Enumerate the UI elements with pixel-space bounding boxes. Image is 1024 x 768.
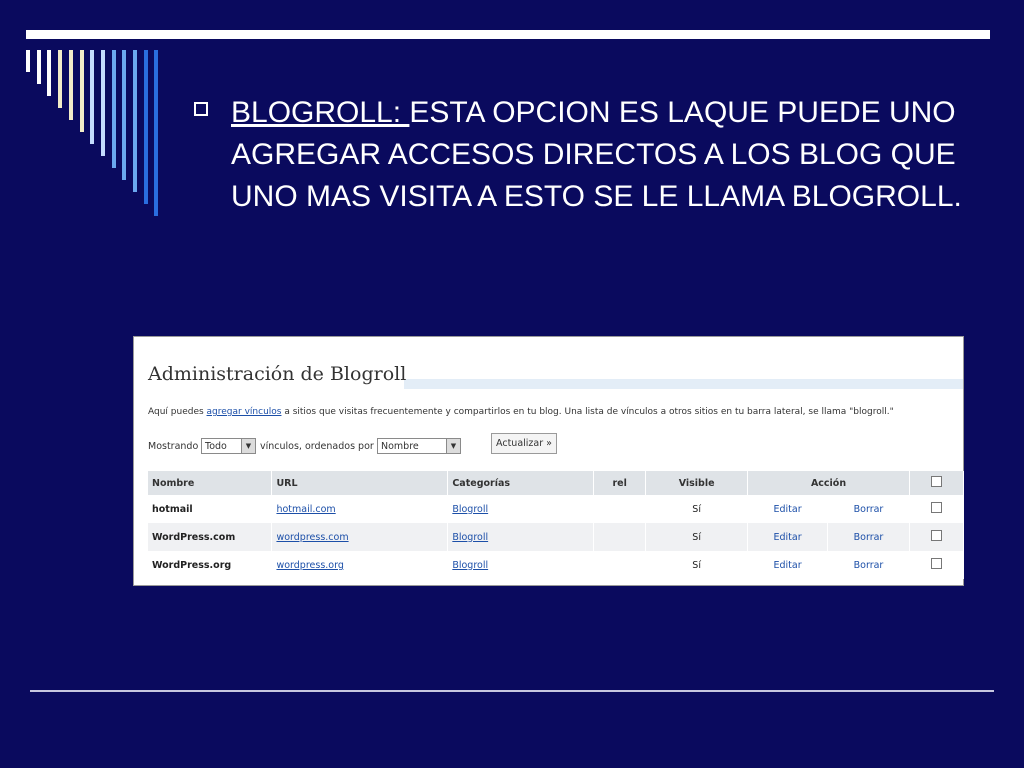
stripe [101,50,105,156]
delete-link[interactable]: Borrar [853,503,884,515]
table-header-row [148,471,964,495]
stripe [144,50,148,204]
order-select[interactable] [377,438,461,454]
col-header-visible[interactable]: Visible [646,471,748,495]
checkbox-cell [909,495,963,523]
stripe [69,50,73,120]
bottom-rule [30,690,994,692]
show-select[interactable] [201,438,256,454]
link-category-cell [448,551,594,579]
link-url[interactable]: hotmail.com [276,503,336,515]
delete-link[interactable]: Borrar [853,531,884,543]
select-all-checkbox[interactable] [931,476,942,487]
edit-cell [748,523,828,551]
links-table [148,471,964,579]
square-bullet-icon [194,102,208,116]
table-row [148,523,964,551]
col-header-categories[interactable]: Categorías [448,471,594,495]
table-row [148,495,964,523]
stripe [154,50,158,216]
edit-link[interactable]: Editar [773,559,802,571]
stripe [47,50,51,96]
link-name: WordPress.org [148,551,272,579]
link-name: WordPress.com [148,523,272,551]
link-rel [594,523,646,551]
stripe [26,50,30,72]
edit-link[interactable]: Editar [773,531,802,543]
bullet-text [231,92,991,218]
col-header-action: Acción [748,471,910,495]
stripe [90,50,94,144]
link-rel [594,495,646,523]
stripe [80,50,84,132]
delete-cell [828,551,910,579]
link-visible: Sí [646,495,748,523]
col-header-select-all [909,471,963,495]
chevron-down-icon: ▼ [446,439,460,453]
col-header-rel[interactable]: rel [594,471,646,495]
link-category[interactable]: Blogroll [452,531,489,543]
title-underline-bar [404,379,963,389]
link-name: hotmail [148,495,272,523]
chevron-down-icon: ▼ [241,439,255,453]
stripe [58,50,62,108]
link-url-cell [272,495,448,523]
link-category-cell [448,495,594,523]
table-row [148,551,964,579]
link-url-cell [272,523,448,551]
show-select-value: Todo [205,441,227,452]
link-url[interactable]: wordpress.org [276,559,344,571]
row-checkbox[interactable] [931,558,942,569]
update-button[interactable]: Actualizar » [491,433,557,454]
stripe [112,50,116,168]
row-checkbox[interactable] [931,502,942,513]
delete-cell [828,495,910,523]
stripe [133,50,137,192]
link-category-cell [448,523,594,551]
delete-link[interactable]: Borrar [853,559,884,571]
link-visible: Sí [646,523,748,551]
link-url-cell [272,551,448,579]
showing-label: Mostrando [148,441,199,452]
edit-cell [748,551,828,579]
intro-before: Aquí puedes [148,407,207,417]
add-links-link[interactable]: agregar vínculos [206,407,282,417]
col-header-name[interactable]: Nombre [148,471,272,495]
delete-cell [828,523,910,551]
checkbox-cell [909,551,963,579]
page-title: Administración de Blogroll [148,363,407,385]
bullet-term: BLOGROLL: [231,96,410,129]
link-category[interactable]: Blogroll [452,559,489,571]
link-url[interactable]: wordpress.com [276,531,349,543]
decorative-stripes [0,0,180,220]
row-checkbox[interactable] [931,530,942,541]
edit-link[interactable]: Editar [773,503,802,515]
edit-cell [748,495,828,523]
intro-after: a sitios que visitas frecuentemente y compartirlos en tu blog. Una lista de vínculos a otros sitios en tu barra lateral, se llama "blogroll." [281,407,894,417]
col-header-url[interactable]: URL [272,471,448,495]
order-select-value: Nombre [381,441,419,452]
stripe [122,50,126,180]
link-rel [594,551,646,579]
link-visible: Sí [646,551,748,579]
mid-label: vínculos, ordenados por [260,441,374,452]
blogroll-screenshot [133,336,964,586]
stripe [37,50,41,84]
link-category[interactable]: Blogroll [452,503,489,515]
intro-text [148,407,894,417]
bullet-description: ESTA OPCION ES LAQUE PUEDE UNO AGREGAR ACCESOS DIRECTOS A LOS BLOG QUE UNO MAS VISITA A ESTO SE LE LLAMA BLOGROLL. [231,96,962,213]
checkbox-cell [909,523,963,551]
